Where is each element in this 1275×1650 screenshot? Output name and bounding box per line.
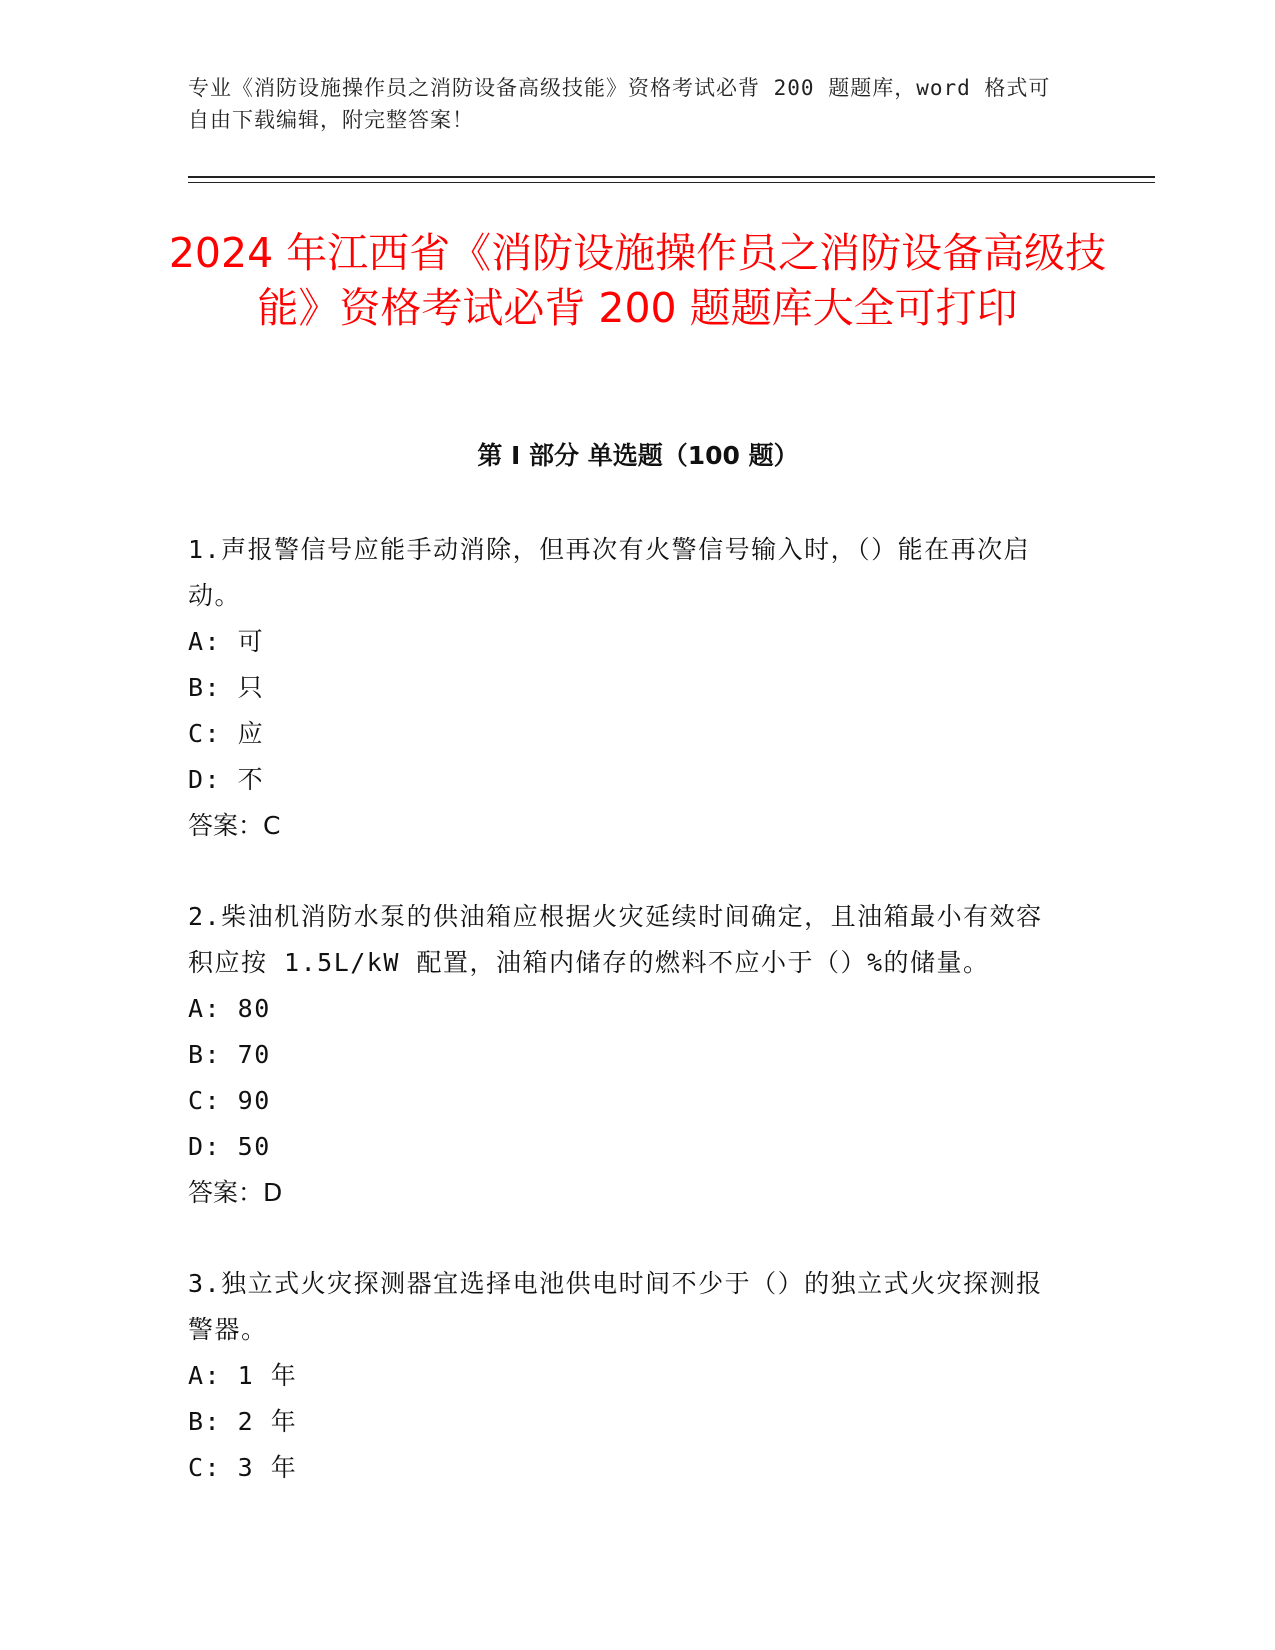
option-d: D: 不 xyxy=(188,765,265,794)
option-a: A: 1 年 xyxy=(188,1361,298,1390)
answer: 答案：D xyxy=(188,1178,283,1207)
question-list xyxy=(188,527,1068,1536)
option-b: B: 70 xyxy=(188,1040,271,1069)
option-b: B: 2 年 xyxy=(188,1407,298,1436)
question-stem: 3.独立式火灾探测器宜选择电池供电时间不少于（）的独立式火灾探测报警器。 xyxy=(188,1269,1043,1344)
header-divider-thin xyxy=(188,182,1155,183)
header-note: 专业《消防设施操作员之消防设备高级技能》资格考试必背 200 题题库，word 格式可自由下载编辑，附完整答案！ xyxy=(188,76,1051,132)
document-title: 2024 年江西省《消防设施操作员之消防设备高级技能》资格考试必背 200 题题库大全可打印 xyxy=(168,229,1107,332)
option-b: B: 只 xyxy=(188,673,265,702)
option-c: C: 3 年 xyxy=(188,1453,298,1482)
question-stem: 1.声报警信号应能手动消除，但再次有火警信号输入时，（）能在再次启动。 xyxy=(188,535,1031,610)
section-title: 第 I 部分 单选题（100 题） xyxy=(477,441,799,470)
option-a: A: 80 xyxy=(188,994,271,1023)
answer: 答案：C xyxy=(188,811,281,840)
question-2 xyxy=(188,894,1068,1216)
question-1 xyxy=(188,527,1068,849)
option-c: C: 90 xyxy=(188,1086,271,1115)
question-3 xyxy=(188,1261,1068,1491)
option-c: C: 应 xyxy=(188,719,265,748)
option-a: A: 可 xyxy=(188,627,265,656)
header-divider xyxy=(188,176,1155,178)
question-stem: 2.柴油机消防水泵的供油箱应根据火灾延续时间确定，且油箱最小有效容积应按 1.5L/kW 配置，油箱内储存的燃料不应小于（）%的储量。 xyxy=(188,902,1043,977)
option-d: D: 50 xyxy=(188,1132,271,1161)
